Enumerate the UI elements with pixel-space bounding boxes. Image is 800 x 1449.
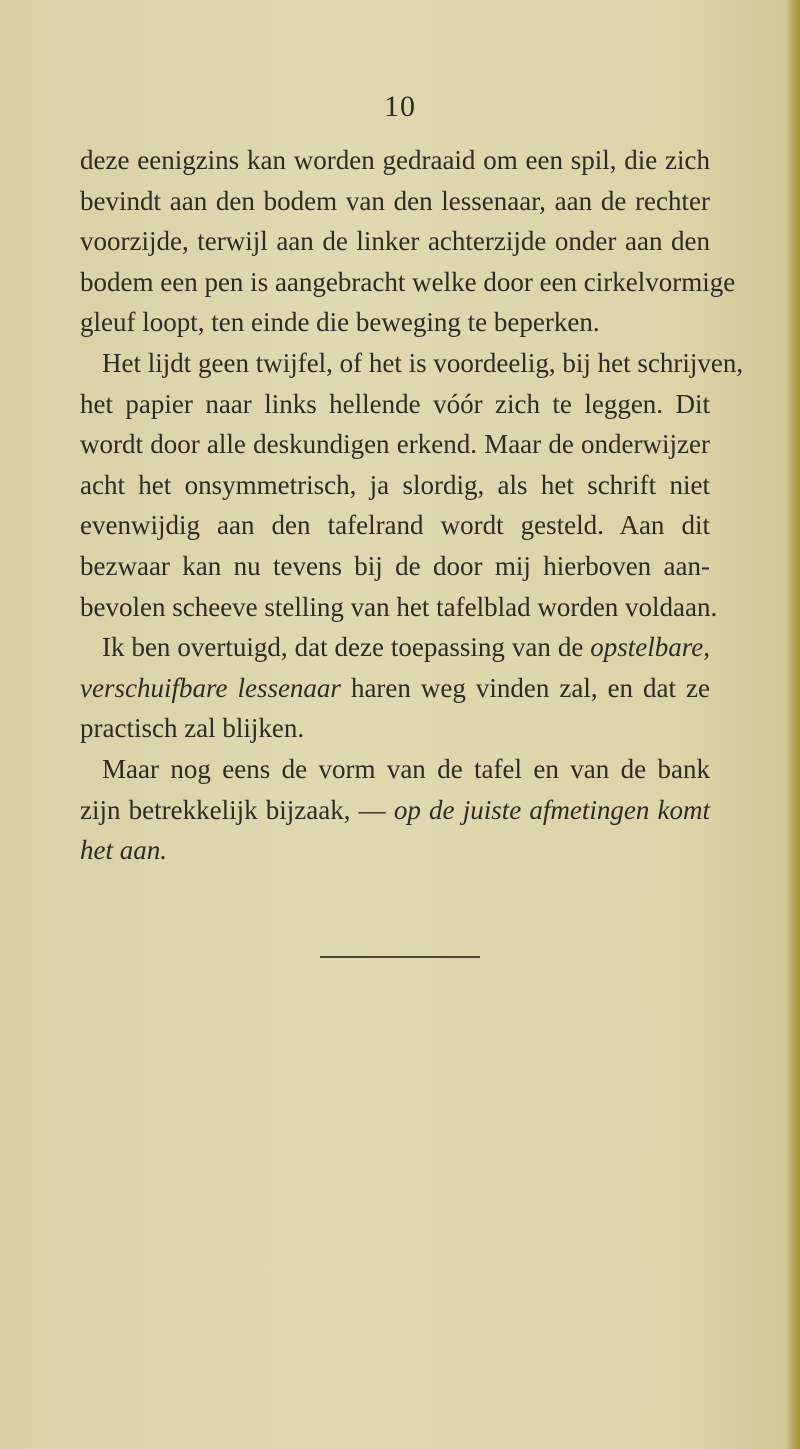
text-line: gleuf loopt, ten einde die beweging te beperken. (80, 307, 600, 338)
body-text (80, 140, 744, 871)
text-line: bezwaar kan nu tevens bij de door mij hierboven aan- (80, 550, 710, 581)
text-line: verschuifbare lessenaar haren weg vinden zal, en dat ze (80, 672, 710, 703)
text-line: voorzijde, terwijl aan de linker achterzijde onder aan den (80, 226, 710, 257)
italic-phrase: verschuifbare lessenaar (80, 672, 341, 703)
paragraph-start: Het lijdt geen twijfel, of het is voordeelig, bij het schrijven, (102, 347, 744, 378)
text-line: bevindt aan den bodem van den lessenaar, aan de rechter (80, 185, 710, 216)
text-line: het aan. (80, 835, 167, 866)
text-line: het papier naar links hellende vóór zich te leggen. Dit (80, 388, 710, 419)
page-number: 10 (384, 90, 416, 123)
paragraph-start: Ik ben overtuigd, dat deze toepassing van de opstelbare, (102, 632, 710, 663)
text-line: bodem een pen is aangebracht welke door een cirkelvormige (80, 266, 736, 297)
text-line: acht het onsymmetrisch, ja slordig, als het schrift niet (80, 469, 710, 500)
text-line: evenwijdig aan den tafelrand wordt gesteld. Aan dit (80, 510, 710, 541)
text-line: zijn betrekkelijk bijzaak, — op de juiste afmetingen komt (80, 794, 711, 825)
text-line: deze eenigzins kan worden gedraaid om een spil, die zich (80, 145, 710, 175)
paragraph-start: Maar nog eens de vorm van de tafel en van de bank (102, 753, 710, 784)
italic-phrase: opstelbare, (590, 632, 710, 663)
text-line: practisch zal blijken. (80, 713, 305, 744)
text-line: bevolen scheeve stelling van het tafelblad worden voldaan. (80, 591, 718, 622)
section-divider (320, 956, 480, 958)
italic-phrase: op de juiste afmetingen komt (393, 794, 711, 825)
page-edge (786, 0, 800, 1449)
text-line: wordt door alle deskundigen erkend. Maar de onderwijzer (80, 429, 710, 460)
